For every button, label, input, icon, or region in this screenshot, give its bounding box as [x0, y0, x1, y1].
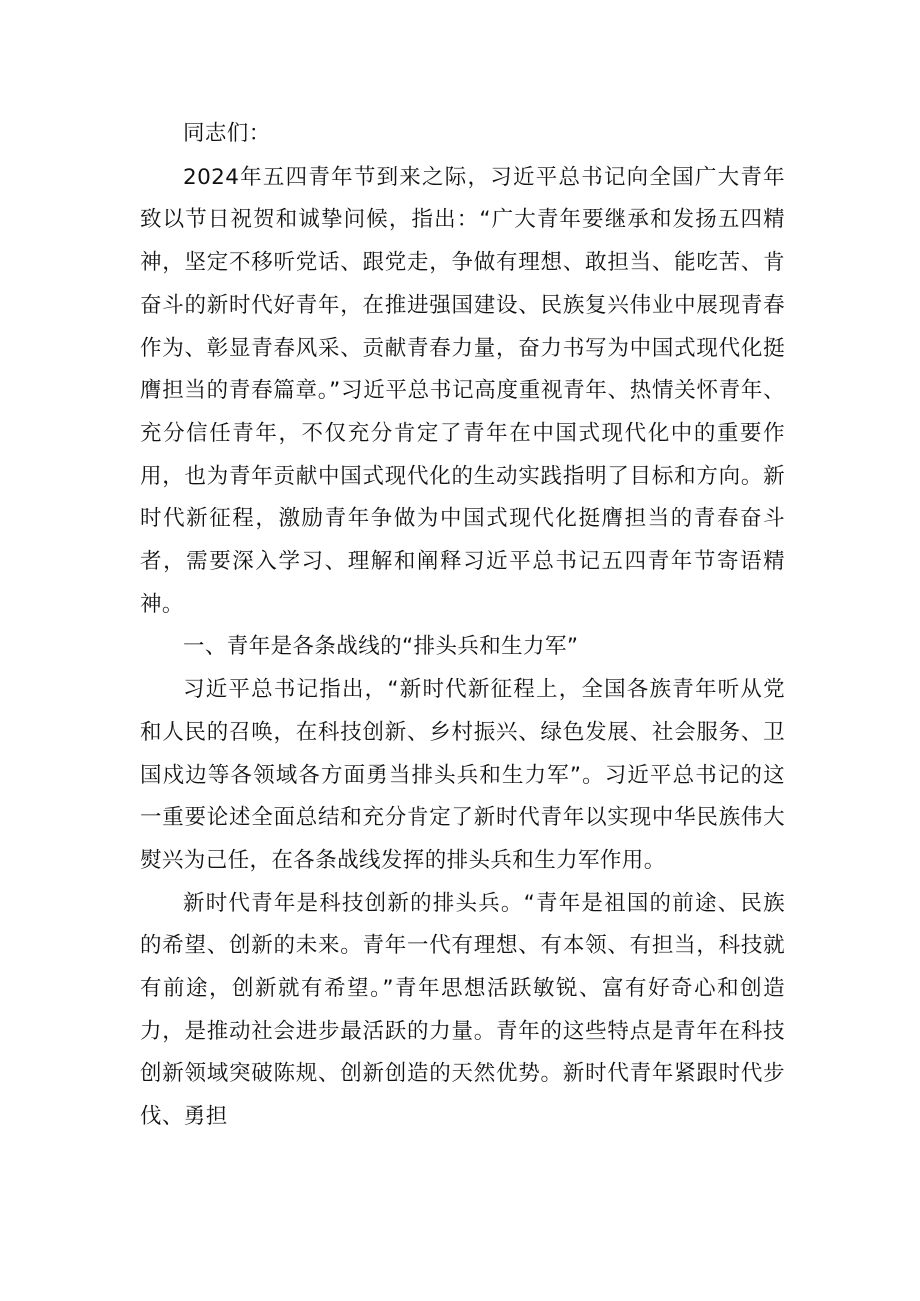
salutation: 同志们：: [183, 121, 271, 146]
paragraph-quote: 习近平总书记指出，“新时代新征程上，全国各族青年听从党和人民的召唤，在科技创新、乡村振兴、绿色发展、社会服务、卫国戍边等各领域各方面勇当排头兵和生力军”。习近平总书记的这一重要论述全面总结和充分肯定了新时代青年以实现中华民族伟大熨兴为己任，在各条战线发挥的排头兵和生力军作用。: [140, 677, 785, 873]
paragraph-intro: 2024年五四青年节到来之际，习近平总书记向全国广大青年致以节日祝贺和诚挚问候，指出：“广大青年要继承和发扬五四精神，坚定不移听党话、跟党走，争做有理想、敢担当、能吃苦、肯奋斗的新时代好青年，在推进强国建设、民族复兴伟业中展现青春作为、彰显青春风采、贡献青春力量，奋力书写为中国式现代化挺膺担当的青春篇章。”习近平总书记高度重视青年、热情关怀青年、充分信任青年，不仅充分肯定了青年在中国式现代化中的重要作用，也为青年贡献中国式现代化的生动实践指明了目标和方向。新时代新征程，激励青年争做为中国式现代化挺膺担当的青春奋斗者，需要深入学习、理解和阐释习近平总书记五四青年节寄语精神。: [140, 164, 785, 617]
document-body: [140, 113, 785, 1139]
section-heading: 一、青年是各条战线的“排头兵和生力军”: [183, 634, 579, 660]
paragraph-science: 新时代青年是科技创新的排头兵。“青年是祖国的前途、民族的希望、创新的未来。青年一代有理想、有本领、有担当，科技就有前途，创新就有希望。”青年思想活跃敏锐、富有好奇心和创造力，是推动社会进步最活跃的力量。青年的这些特点是青年在科技创新领域突破陈规、创新创造的天然优势。新时代青年紧跟时代步伐、勇担: [140, 890, 785, 1130]
